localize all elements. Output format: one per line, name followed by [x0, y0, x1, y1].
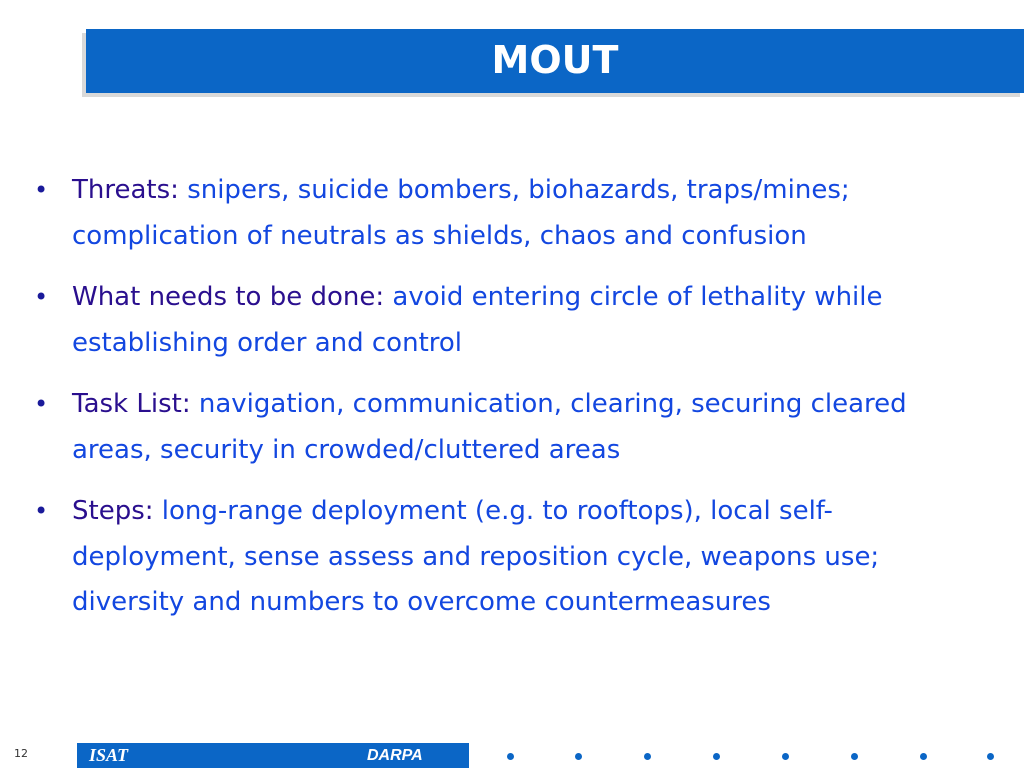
footer-dot-icon: [987, 753, 994, 760]
footer-dot-icon: [920, 753, 927, 760]
bullet-list: [34, 168, 994, 642]
bullet-label: What needs to be done:: [72, 282, 385, 312]
bullet-text: navigation, communication, clearing, securing cleared areas, security in crowded/cluttered areas: [72, 389, 907, 465]
bullet-dot-icon: •: [34, 176, 49, 204]
footer-dot-icon: [507, 753, 514, 760]
title-bar: [86, 29, 1024, 93]
footer-logo-bar: [77, 743, 469, 768]
slide-title: MOUT: [491, 38, 619, 82]
isat-logo: ISAT: [89, 745, 129, 765]
bullet-text: snipers, suicide bombers, biohazards, traps/mines; complication of neutrals as shields, chaos and confusion: [72, 175, 850, 251]
bullet-what-needs-to-be-done: [34, 275, 994, 366]
footer-dot-icon: [713, 753, 720, 760]
bullet-label: Threats:: [72, 175, 179, 205]
bullet-text: avoid entering circle of lethality while establishing order and control: [72, 282, 883, 358]
page-number: 12: [14, 747, 28, 760]
footer-dot-icon: [782, 753, 789, 760]
bullet-steps: [34, 489, 994, 626]
footer-dot-icon: [644, 753, 651, 760]
bullet-task-list: [34, 382, 994, 473]
footer-dot-icon: [575, 753, 582, 760]
footer-dot-icon: [851, 753, 858, 760]
bullet-text: long-range deployment (e.g. to rooftops), local self-deployment, sense assess and reposition cycle, weapons use; diversity and numbers to overcome countermeasures: [72, 496, 880, 617]
bullet-threats: [34, 168, 994, 259]
darpa-logo: DARPA: [367, 747, 423, 764]
bullet-dot-icon: •: [34, 283, 49, 311]
bullet-label: Steps:: [72, 496, 154, 526]
bullet-dot-icon: •: [34, 497, 49, 525]
bullet-label: Task List:: [72, 389, 191, 419]
footer-dot-row: [505, 753, 1005, 765]
bullet-dot-icon: •: [34, 390, 49, 418]
